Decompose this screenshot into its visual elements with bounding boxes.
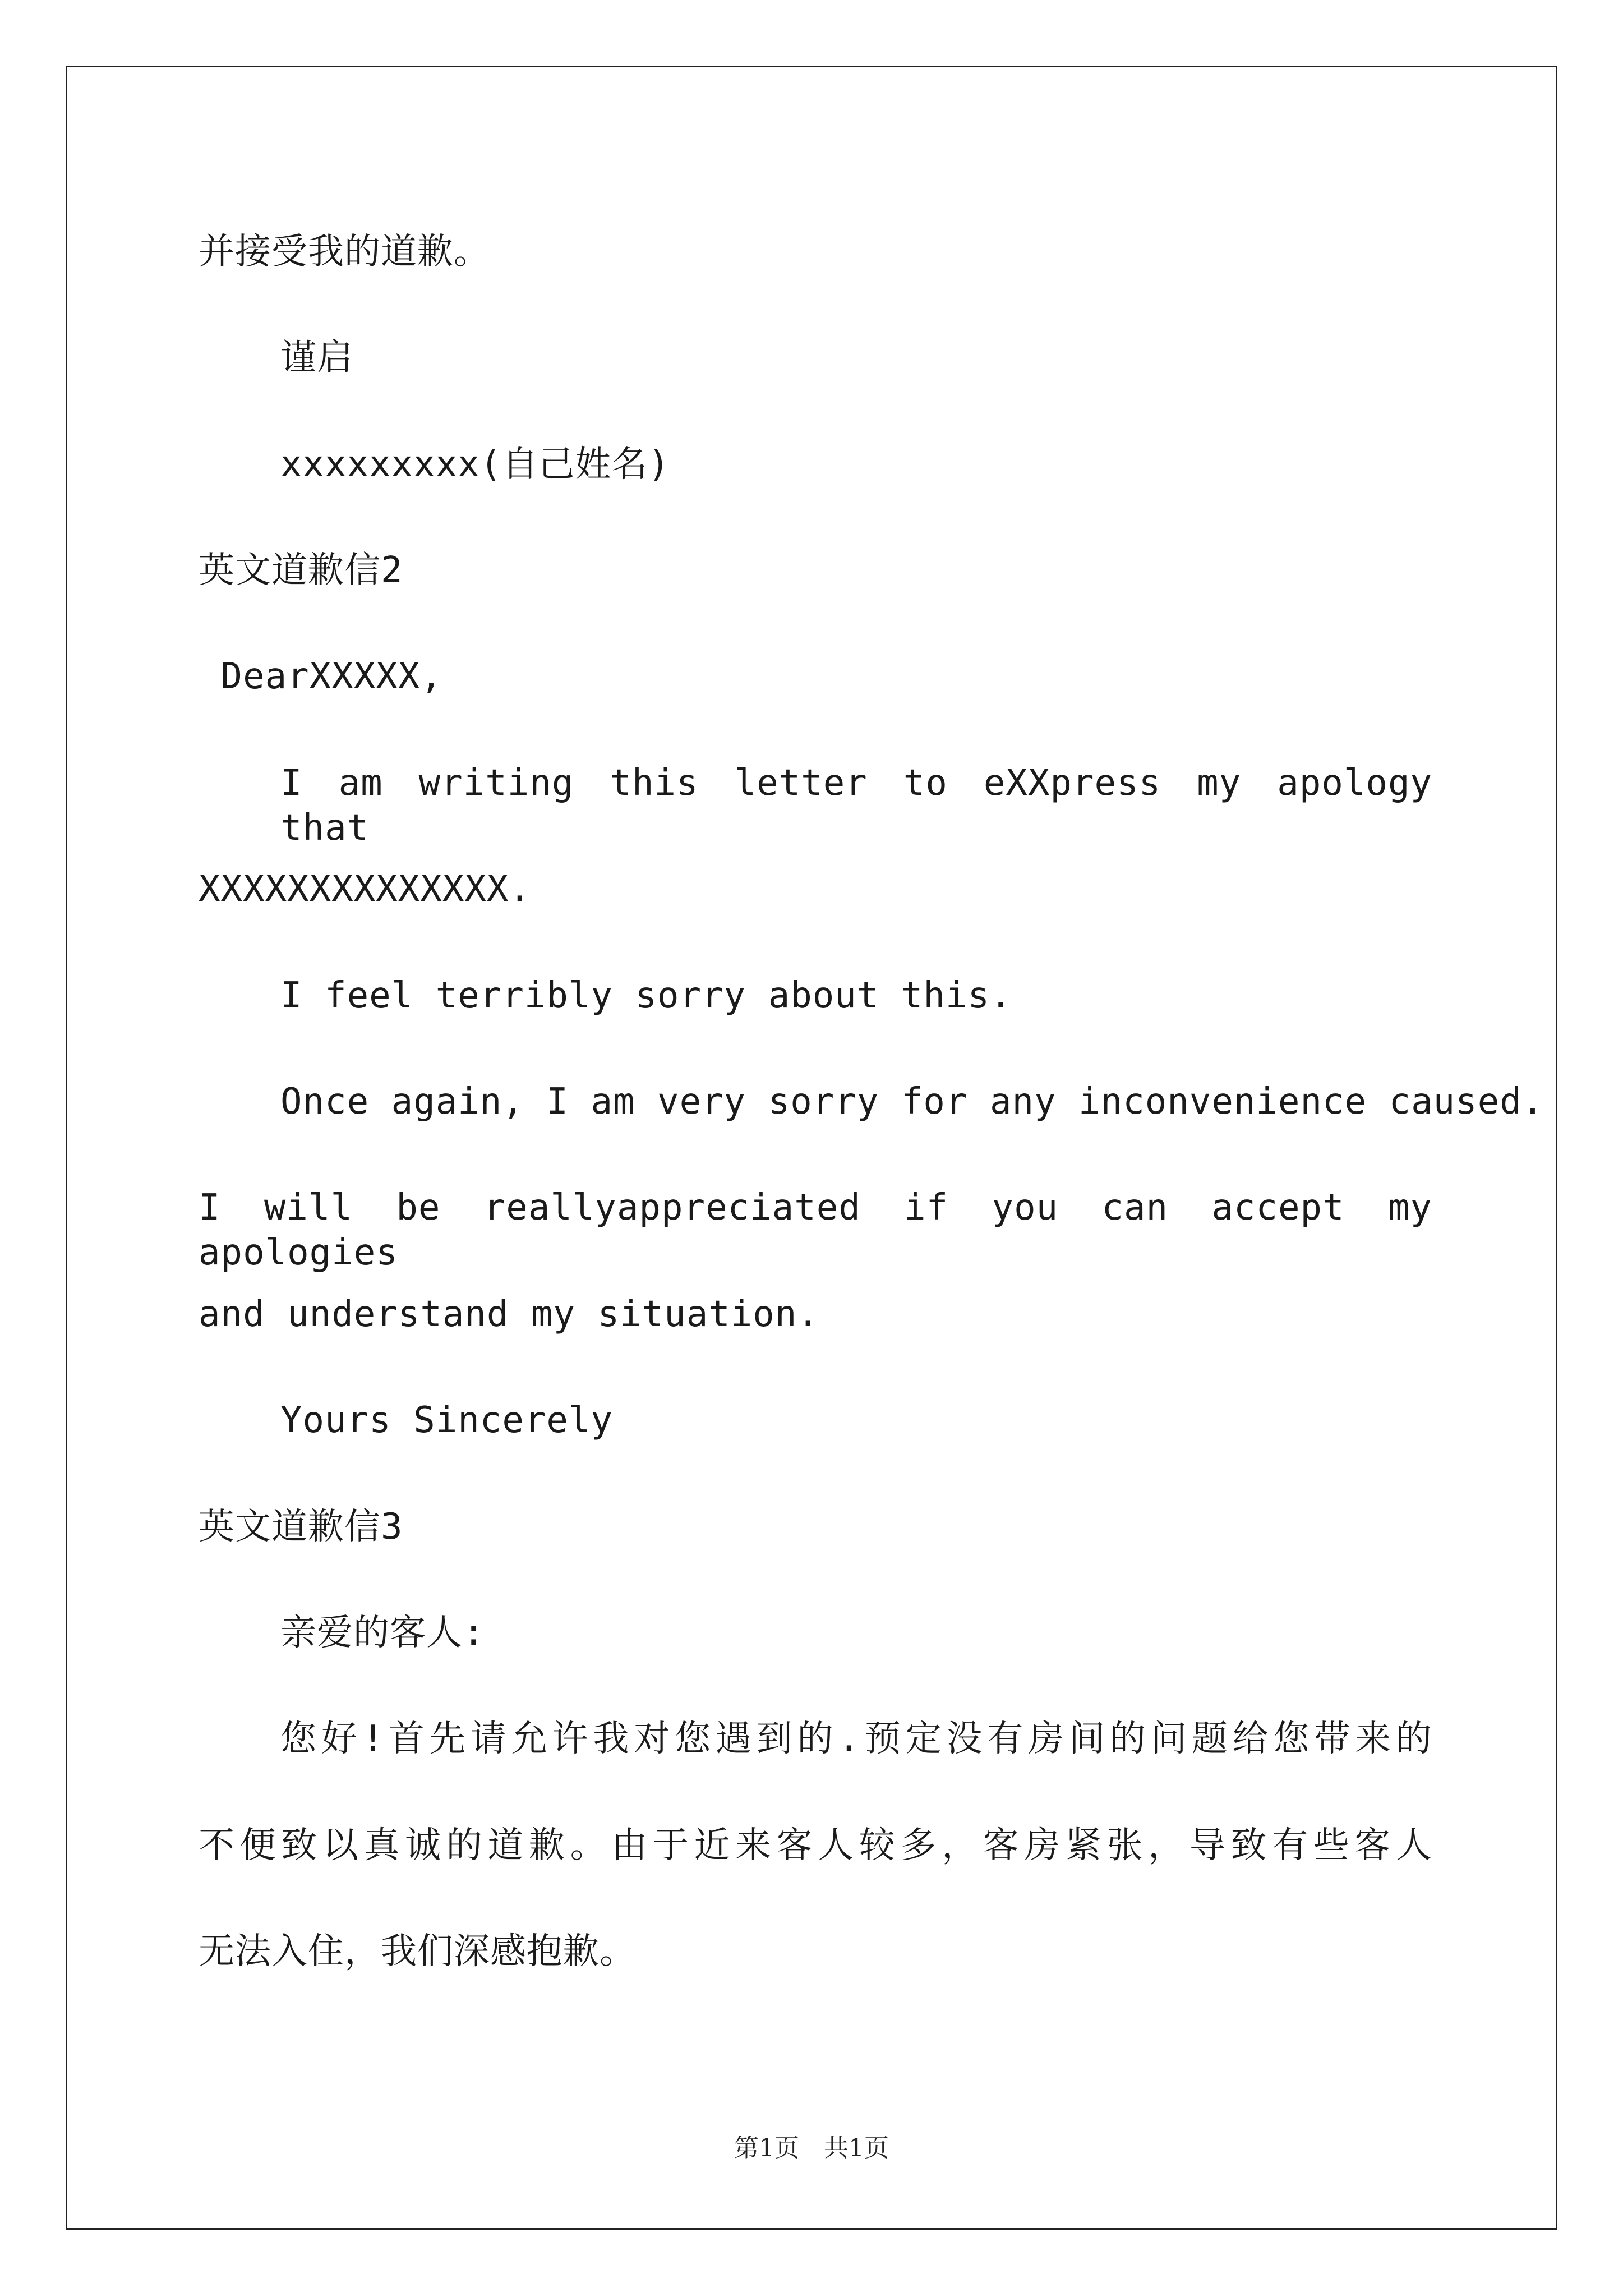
- text-line: I am writing this letter to eXXpress my apology that: [280, 762, 1432, 849]
- text-line: and understand my situation.: [199, 1294, 819, 1335]
- text-line: XXXXXXXXXXXXXX.: [199, 868, 531, 910]
- closing-phrase: Yours Sincerely: [280, 1400, 613, 1441]
- text-line: 并接受我的道歉。: [199, 231, 490, 273]
- salutation: 亲爱的客人:: [280, 1612, 485, 1654]
- text-line: I will be reallyappreciated if you can accept my apologies: [199, 1187, 1432, 1273]
- text-line: Once again, I am very sorry for any inconvenience caused.: [280, 1081, 1544, 1122]
- salutation: DearXXXXX,: [199, 656, 442, 697]
- text-line: 您好!首先请允许我对您遇到的.预定没有房间的问题给您带来的: [280, 1718, 1432, 1760]
- page-number-footer: 第1页 共1页: [734, 2134, 889, 2162]
- page-border: [66, 66, 1557, 2230]
- closing-phrase: 谨启: [280, 337, 353, 379]
- signature-placeholder: xxxxxxxxx(自己姓名): [280, 444, 670, 485]
- section-heading: 英文道歉信2: [199, 550, 403, 591]
- section-heading: 英文道歉信3: [199, 1506, 403, 1548]
- text-line: 无法入住，我们深感抱歉。: [199, 1931, 636, 1972]
- text-line: I feel terribly sorry about this.: [280, 975, 1012, 1016]
- text-line: 不便致以真诚的道歉。由于近来客人较多，客房紧张，导致有些客人: [199, 1825, 1432, 1866]
